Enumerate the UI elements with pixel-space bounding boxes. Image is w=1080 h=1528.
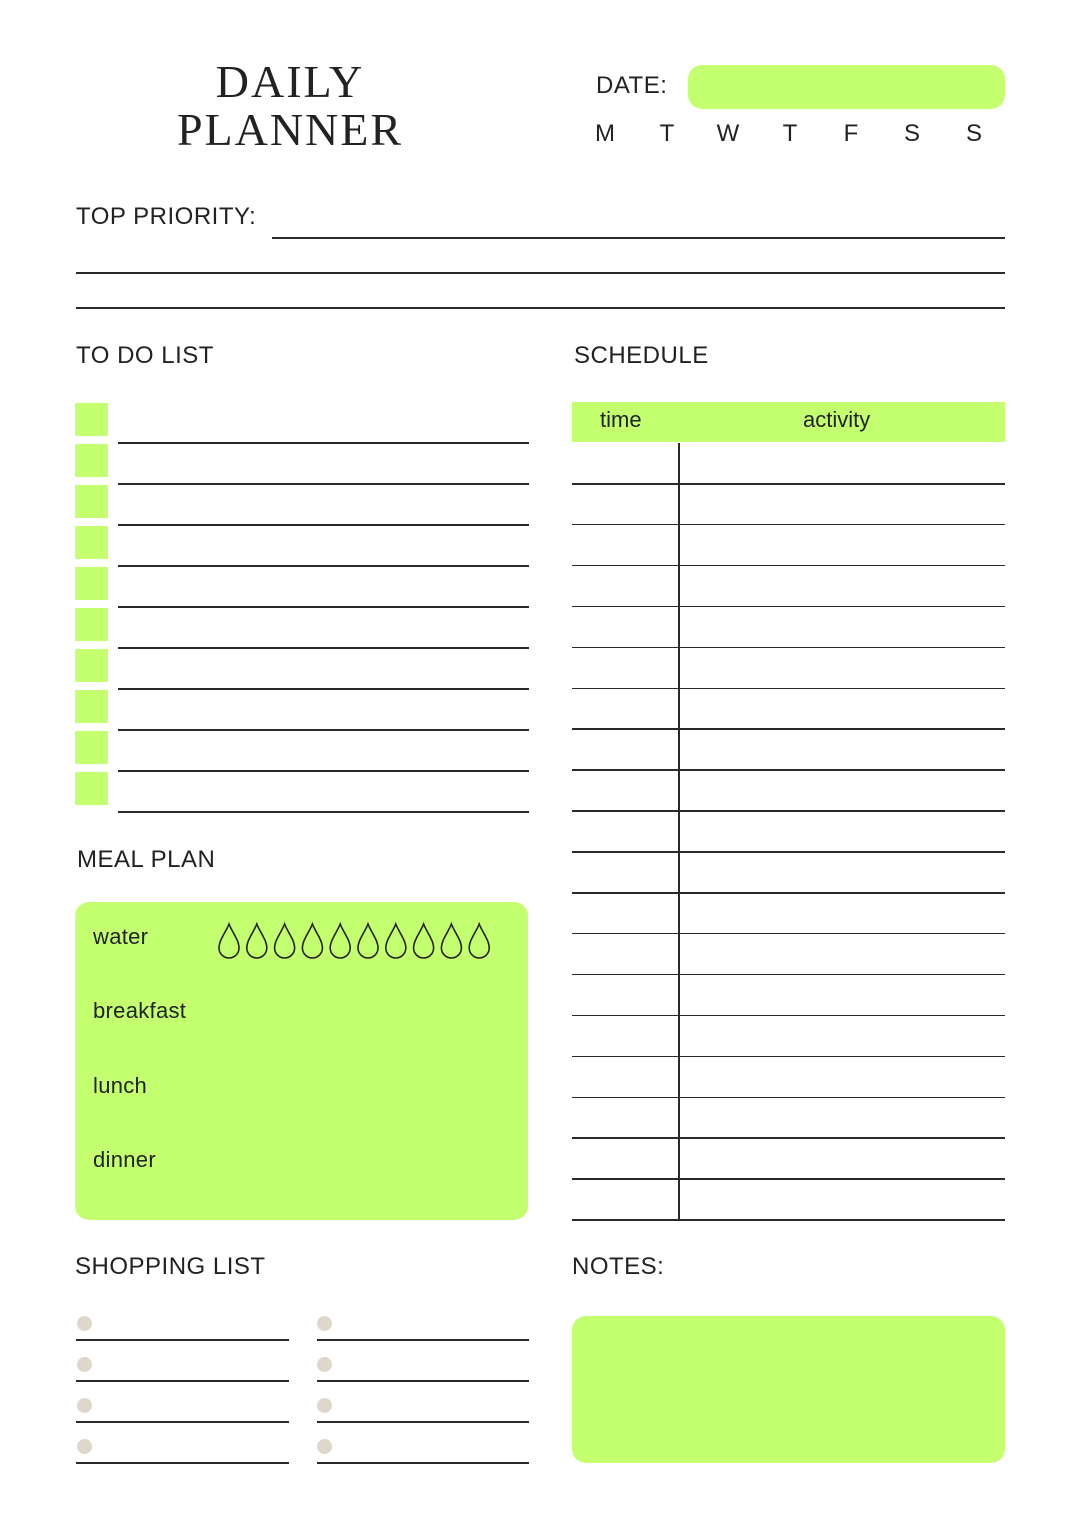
day-sunday[interactable]: S <box>965 120 982 147</box>
todo-line[interactable] <box>118 729 529 731</box>
schedule-header <box>572 402 1005 442</box>
todo-line[interactable] <box>118 770 529 772</box>
schedule-row-line[interactable] <box>572 728 1005 730</box>
shopping-item-line[interactable] <box>317 1421 529 1423</box>
meal-plan-title: MEAL PLAN <box>77 846 216 873</box>
schedule-row-line[interactable] <box>572 892 1005 894</box>
water-drop-icon[interactable] <box>414 924 434 958</box>
water-drop-icon[interactable] <box>219 924 239 958</box>
schedule-row-line[interactable] <box>572 524 1005 526</box>
breakfast-label: breakfast <box>93 998 187 1023</box>
shopping-bullet-icon <box>317 1439 332 1454</box>
day-wednesday[interactable]: W <box>716 120 740 147</box>
shopping-item-line[interactable] <box>317 1339 529 1341</box>
todo-title: TO DO LIST <box>76 342 214 369</box>
water-drop-icon[interactable] <box>302 924 322 958</box>
day-friday[interactable]: F <box>843 120 859 147</box>
day-monday[interactable]: M <box>595 120 615 147</box>
notes-box[interactable] <box>572 1316 1005 1463</box>
top-priority-line-1[interactable] <box>272 237 1005 239</box>
title-line-1: DAILY <box>215 56 365 107</box>
water-label: water <box>93 924 149 949</box>
todo-checkbox[interactable] <box>75 731 108 764</box>
schedule-row-line[interactable] <box>572 1015 1005 1017</box>
shopping-item-line[interactable] <box>76 1421 289 1423</box>
schedule-row-line[interactable] <box>572 1137 1005 1139</box>
schedule-title: SCHEDULE <box>574 342 709 369</box>
top-priority-line-2[interactable] <box>76 272 1005 274</box>
water-drop-icon[interactable] <box>330 924 350 958</box>
shopping-item-line[interactable] <box>76 1339 289 1341</box>
day-tuesday[interactable]: T <box>659 120 675 147</box>
shopping-bullet-icon <box>317 1398 332 1413</box>
schedule-column-divider <box>678 443 680 1220</box>
shopping-bullet-icon <box>77 1439 92 1454</box>
schedule-row-line[interactable] <box>572 1056 1005 1058</box>
todo-line[interactable] <box>118 688 529 690</box>
todo-line[interactable] <box>118 483 529 485</box>
shopping-item-line[interactable] <box>317 1462 529 1464</box>
lunch-label: lunch <box>93 1073 148 1098</box>
shopping-bullet-icon <box>77 1357 92 1372</box>
shopping-item-line[interactable] <box>76 1462 289 1464</box>
water-drop-icon[interactable] <box>441 924 461 958</box>
schedule-row-line[interactable] <box>572 688 1005 690</box>
water-drop-icon[interactable] <box>386 924 406 958</box>
title-line-2: PLANNER <box>176 104 404 155</box>
schedule-row-line[interactable] <box>572 483 1005 485</box>
schedule-row-line[interactable] <box>572 851 1005 853</box>
schedule-row-line[interactable] <box>572 1219 1005 1221</box>
water-drops <box>217 920 497 960</box>
schedule-row-line[interactable] <box>572 606 1005 608</box>
day-thursday[interactable]: T <box>782 120 798 147</box>
shopping-bullet-icon <box>317 1357 332 1372</box>
water-drop-icon[interactable] <box>469 924 489 958</box>
water-drop-icon[interactable] <box>247 924 267 958</box>
todo-checkbox[interactable] <box>75 526 108 559</box>
schedule-row-line[interactable] <box>572 565 1005 567</box>
schedule-row-line[interactable] <box>572 933 1005 935</box>
water-drop-icon[interactable] <box>358 924 378 958</box>
date-field[interactable] <box>688 65 1005 109</box>
shopping-bullet-icon <box>317 1316 332 1331</box>
todo-checkbox[interactable] <box>75 485 108 518</box>
shopping-bullet-icon <box>77 1398 92 1413</box>
todo-line[interactable] <box>118 647 529 649</box>
todo-checkbox[interactable] <box>75 772 108 805</box>
schedule-row-line[interactable] <box>572 810 1005 812</box>
notes-title: NOTES: <box>572 1253 665 1280</box>
dinner-label: dinner <box>93 1147 156 1172</box>
weekday-selector <box>590 120 990 152</box>
todo-line[interactable] <box>118 811 529 813</box>
shopping-item-line[interactable] <box>317 1380 529 1382</box>
shopping-item-line[interactable] <box>76 1380 289 1382</box>
todo-line[interactable] <box>118 606 529 608</box>
top-priority-line-3[interactable] <box>76 307 1005 309</box>
todo-line[interactable] <box>118 524 529 526</box>
shopping-list-title: SHOPPING LIST <box>75 1253 266 1280</box>
schedule-activity-header: activity <box>803 407 871 432</box>
schedule-row-line[interactable] <box>572 647 1005 649</box>
todo-line[interactable] <box>118 442 529 444</box>
schedule-row-line[interactable] <box>572 974 1005 976</box>
day-saturday[interactable]: S <box>903 120 920 147</box>
todo-checkbox[interactable] <box>75 403 108 436</box>
schedule-row-line[interactable] <box>572 769 1005 771</box>
date-label: DATE: <box>596 72 668 99</box>
todo-checkbox[interactable] <box>75 690 108 723</box>
todo-line[interactable] <box>118 565 529 567</box>
todo-checkbox[interactable] <box>75 444 108 477</box>
todo-checkbox[interactable] <box>75 608 108 641</box>
todo-checkbox[interactable] <box>75 567 108 600</box>
planner-title <box>150 58 430 154</box>
water-drop-icon[interactable] <box>275 924 295 958</box>
schedule-time-header: time <box>600 407 642 432</box>
top-priority-label: TOP PRIORITY: <box>76 203 257 230</box>
shopping-bullet-icon <box>77 1316 92 1331</box>
schedule-row-line[interactable] <box>572 1097 1005 1099</box>
schedule-row-line[interactable] <box>572 1178 1005 1180</box>
todo-checkbox[interactable] <box>75 649 108 682</box>
meal-plan-box <box>75 902 528 1220</box>
